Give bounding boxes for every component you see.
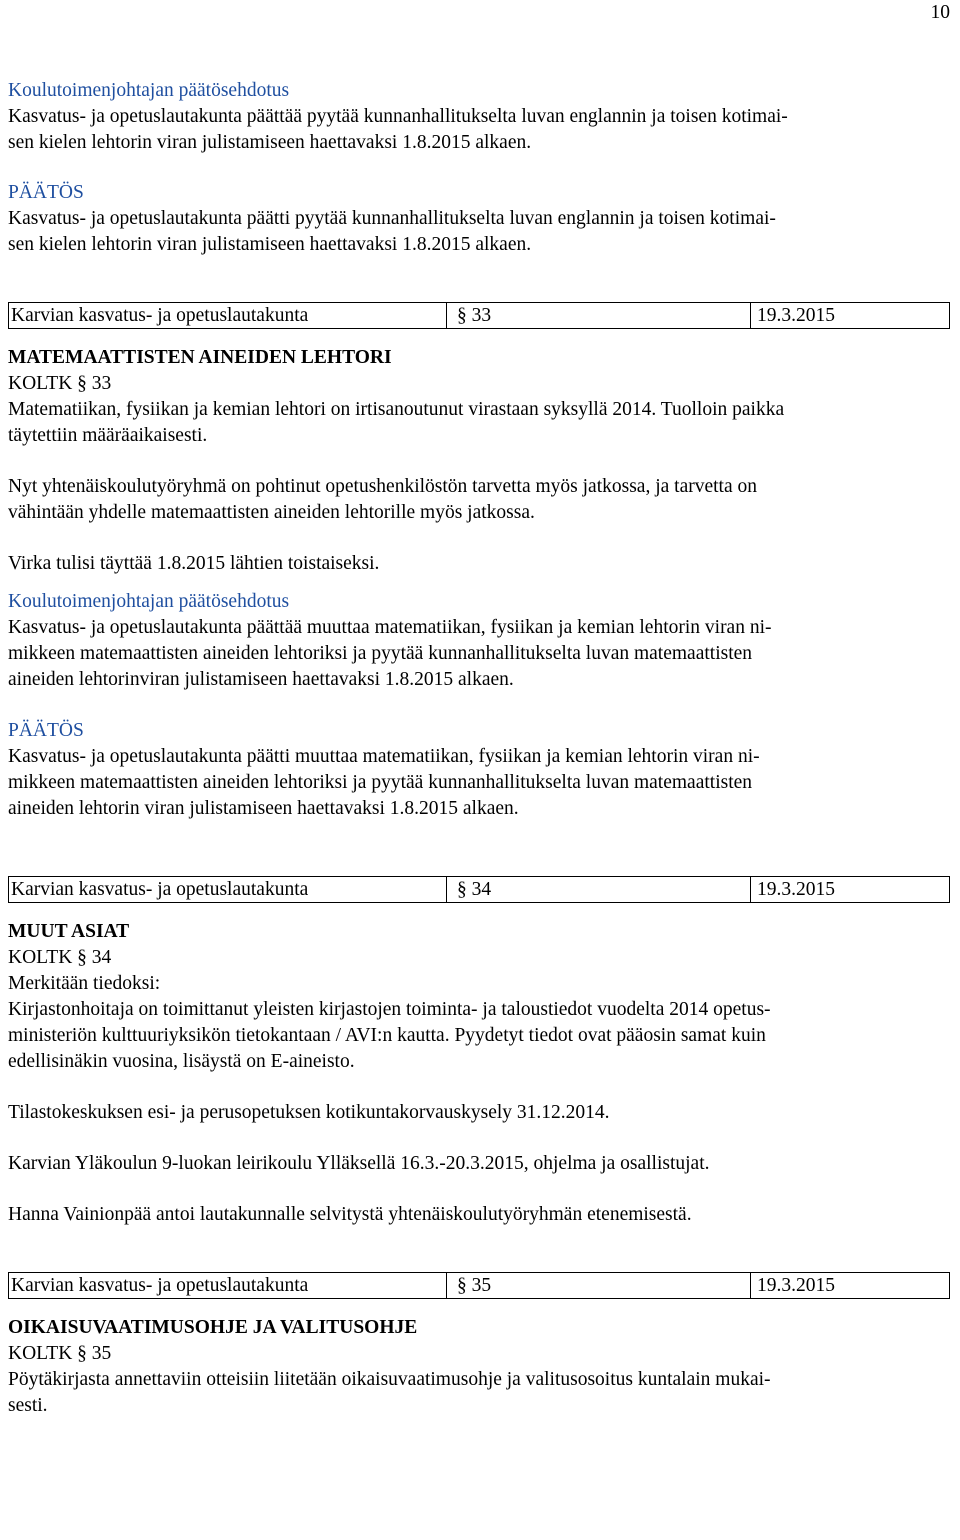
paragraph-line: sesti. [8,1395,48,1416]
section-previous [8,78,950,258]
section-ref: KOLTK § 34 [8,947,112,968]
section-title: OIKAISUVAATIMUSOHJE JA VALITUSOHJE [8,1317,418,1338]
proposal-line: sen kielen lehtorin viran julistamiseen haettavaksi 1.8.2015 alkaen. [8,132,532,153]
paragraph-line: Matematiikan, fysiikan ja kemian lehtori on irtisanoutunut virastaan syksyllä 2014. Tuolloin paikka [8,399,785,420]
proposal-line: aineiden lehtorinviran julistamiseen haettavaksi 1.8.2015 alkaen. [8,669,514,690]
paragraph-line: Kirjastonhoitaja on toimittanut yleisten kirjastojen toiminta- ja taloustiedot vuodelta 2014 opetus- [8,999,771,1020]
paragraph-line: Karvian Yläkoulun 9-luokan leirikoulu Ylläksellä 16.3.-20.3.2015, ohjelma ja osallistujat. [8,1153,710,1174]
proposal-title: Koulutoimenjohtajan päätösehdotus [8,591,290,612]
paragraph-line: Pöytäkirjasta annettaviin otteisiin liitetään oikaisuvaatimusohje ja valitusosoitus kuntalain mukai- [8,1369,771,1390]
decision-line: sen kielen lehtorin viran julistamiseen haettavaksi 1.8.2015 alkaen. [8,234,532,255]
paragraph-line: edellisinäkin vuosina, lisäystä on E-aineisto. [8,1051,355,1072]
section-34 [8,876,950,1228]
section-35 [8,1272,950,1419]
paragraph-line: vähintään yhdelle matemaattisten aineiden lehtorille myös jatkossa. [8,502,535,523]
paragraph-line: Hanna Vainionpää antoi lautakunnalle selvitystä yhtenäiskoulutyöryhmän etenemisestä. [8,1204,692,1225]
section-33 [8,302,950,822]
decision-line: Kasvatus- ja opetuslautakunta päätti muuttaa matematiikan, fysiikan ja kemian lehtorin viran ni- [8,746,760,767]
decision-line: aineiden lehtorin viran julistamiseen haettavaksi 1.8.2015 alkaen. [8,798,519,819]
meeting-body: Karvian kasvatus- ja opetuslautakunta [9,877,447,902]
section-title: MATEMAATTISTEN AINEIDEN LEHTORI [8,347,392,368]
paragraph-line: Nyt yhtenäiskoulutyöryhmä on pohtinut opetushenkilöstön tarvetta myös jatkossa, ja tarvetta on [8,476,757,497]
meeting-date: 19.3.2015 [757,878,835,900]
decision-line: mikkeen matemaattisten aineiden lehtoriksi ja pyytää kunnanhallitukselta luvan matemaattisten [8,772,753,793]
meeting-date: 19.3.2015 [757,1274,835,1296]
meeting-body: Karvian kasvatus- ja opetuslautakunta [9,303,447,328]
decision-line: Kasvatus- ja opetuslautakunta päätti pyytää kunnanhallitukselta luvan englannin ja toisen kotimai- [8,208,776,229]
proposal-line: Kasvatus- ja opetuslautakunta päättää muuttaa matematiikan, fysiikan ja kemian lehtorin viran ni- [8,617,772,638]
meeting-body: Karvian kasvatus- ja opetuslautakunta [9,1273,447,1298]
proposal-line: Kasvatus- ja opetuslautakunta päättää pyytää kunnanhallitukselta luvan englannin ja toisen kotimai- [8,106,788,127]
paragraph-line: täytettiin määräaikaisesti. [8,425,208,446]
decision-title: PÄÄTÖS [8,720,84,741]
paragraph-line: Virka tulisi täyttää 1.8.2015 lähtien toistaiseksi. [8,553,380,574]
intro-line: Merkitään tiedoksi: [8,973,161,994]
meeting-date: 19.3.2015 [757,304,835,326]
meeting-header [8,302,950,329]
section-ref: KOLTK § 35 [8,1343,112,1364]
section-ref: KOLTK § 33 [8,373,112,394]
paragraph-line: Tilastokeskuksen esi- ja perusopetuksen kotikuntakorvauskysely 31.12.2014. [8,1102,610,1123]
decision-title: PÄÄTÖS [8,182,84,203]
section-title: MUUT ASIAT [8,921,130,942]
meeting-paragraph: § 35 [447,1273,751,1298]
proposal-title: Koulutoimenjohtajan päätösehdotus [8,80,290,101]
meeting-header [8,1272,950,1299]
document-body [8,78,950,1419]
page-number: 10 [930,2,950,23]
paragraph-line: ministeriön kulttuuriyksikön tietokantaan / AVI:n kautta. Pyydetyt tiedot ovat pääosin samat kuin [8,1025,766,1046]
proposal-line: mikkeen matemaattisten aineiden lehtoriksi ja pyytää kunnanhallitukselta luvan matemaattisten [8,643,753,664]
meeting-paragraph: § 33 [447,303,751,328]
meeting-header [8,876,950,903]
meeting-paragraph: § 34 [447,877,751,902]
